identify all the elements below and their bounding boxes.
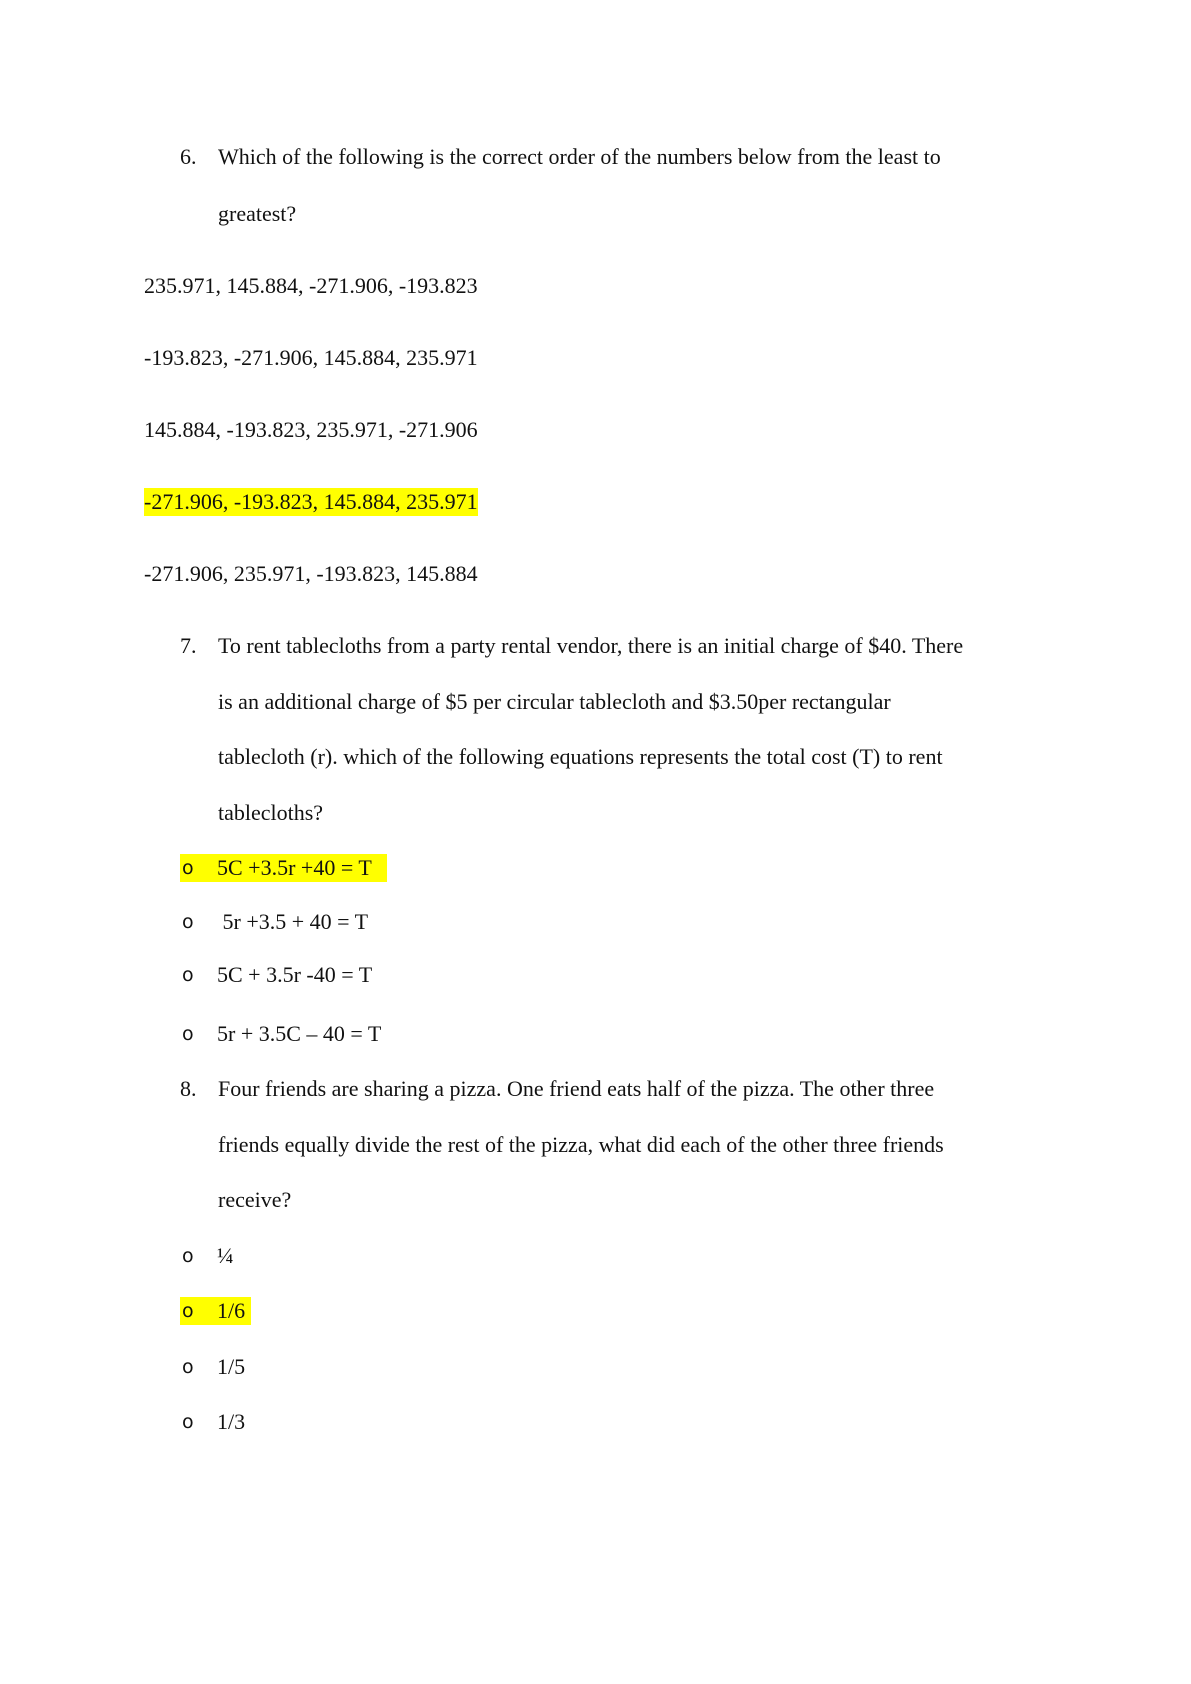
question-7-text-line-3: tablecloth (r). which of the following equations represents the total cost (T) to rent	[218, 744, 943, 769]
question-8-option-d: 1/3	[217, 1409, 246, 1434]
question-6-text-line-1: Which of the following is the correct order of the numbers below from the least to	[218, 144, 941, 169]
question-7-option-d: 5r + 3.5C – 40 = T	[217, 1021, 382, 1046]
question-8-option-a-bullet-icon: o	[182, 1245, 194, 1267]
question-7-option-b: 5r +3.5 + 40 = T	[217, 909, 369, 934]
question-7-text-line-1: To rent tablecloths from a party rental vendor, there is an initial charge of $40. There	[218, 633, 964, 658]
question-8-option-a: ¼	[217, 1243, 234, 1268]
question-6-option-e: -271.906, 235.971, -193.823, 145.884	[144, 561, 478, 586]
question-6-option-b: -193.823, -271.906, 145.884, 235.971	[144, 345, 478, 370]
question-7-text-line-2: is an additional charge of $5 per circular tablecloth and $3.50per rectangular	[218, 689, 891, 714]
question-6-number: 6.	[180, 144, 197, 169]
question-8-text-line-2: friends equally divide the rest of the pizza, what did each of the other three friends	[218, 1132, 944, 1157]
question-7-option-a: 5C +3.5r +40 = T	[217, 855, 372, 880]
question-8-option-d-bullet-icon: o	[182, 1411, 194, 1433]
question-8-option-c-bullet-icon: o	[182, 1356, 194, 1378]
question-7-text-line-4: tablecloths?	[218, 800, 324, 825]
question-8-option-b: 1/6	[217, 1298, 246, 1323]
question-7-option-a-bullet-icon: o	[182, 857, 194, 879]
question-6-text-line-2: greatest?	[218, 201, 297, 226]
question-8-text-line-3: receive?	[218, 1187, 292, 1212]
question-8-option-c: 1/5	[217, 1354, 246, 1379]
question-7-option-d-bullet-icon: o	[182, 1023, 194, 1045]
question-6-option-c: 145.884, -193.823, 235.971, -271.906	[144, 417, 478, 442]
question-7-number: 7.	[180, 633, 197, 658]
question-6-option-d-highlighted: -271.906, -193.823, 145.884, 235.971	[144, 489, 478, 514]
question-7-option-b-bullet-icon: o	[182, 911, 194, 933]
question-6-option-a: 235.971, 145.884, -271.906, -193.823	[144, 273, 478, 298]
question-8-text-line-1: Four friends are sharing a pizza. One friend eats half of the pizza. The other three	[218, 1076, 935, 1101]
question-8-number: 8.	[180, 1076, 197, 1101]
question-7-option-c-bullet-icon: o	[182, 964, 194, 986]
question-7-option-c: 5C + 3.5r -40 = T	[217, 962, 373, 987]
question-8-option-b-bullet-icon: o	[182, 1300, 194, 1322]
